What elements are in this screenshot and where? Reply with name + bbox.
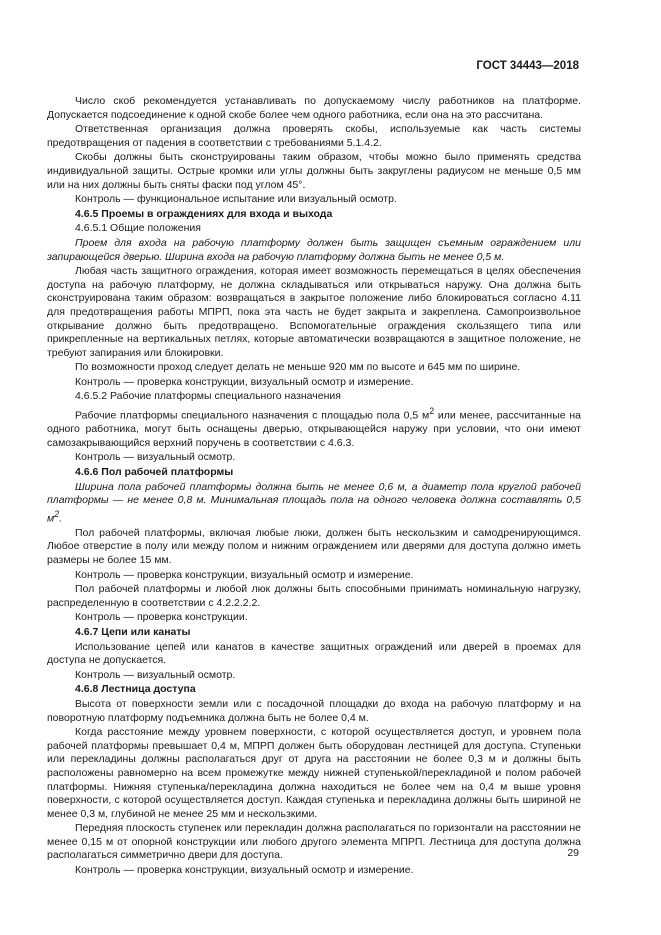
requirement-paragraph [47, 481, 581, 526]
paragraph: Когда расстояние между уровнем поверхности, с которой осуществляется доступ, и уровнем пола рабочей платформы превышает 0,4 м, МПРП должен быть оборудован лестницей для доступа. Ступеньки или перекладины должны располагаться друг от друга на расстоянии не более 0,3 м и должны быть расположены равномерно на всем промежутке между нижней ступенькой/перекладиной и полом рабочей платформы. Нижняя ступенька/перекладина должна находиться не более чем на 0,4 м выше уровня поверхности, с которой осуществляется доступ. Каждая ступенька и перекладина должны быть шириной не менее 0,3 м, глубиной не менее 25 мм и нескользкими. [47, 726, 581, 820]
superscript: 2 [54, 508, 60, 519]
paragraph: Ответственная организация должна проверять скобы, используемые как часть системы предотвращения от падения в соответствии с требованиями 5.1.4.2. [47, 123, 581, 149]
control-note: Контроль — функциональное испытание или визуальный осмотр. [75, 193, 397, 206]
section-heading-4-6-5: 4.6.5 Проемы в ограждениях для входа и выхода [75, 207, 333, 220]
subsection-heading-4-6-5-2: 4.6.5.2 Рабочие платформы специального назначения [75, 390, 341, 403]
page-number: 29 [567, 847, 579, 859]
paragraph: Скобы должны быть сконструированы таким образом, чтобы можно было применять средства индивидуальной защиты. Острые кромки или углы должны быть закруглены радиусом не меньше 0,5 мм или на них должны быть сняты фаски под углом 45°. [47, 151, 581, 191]
paragraph: Передняя плоскость ступенек или перекладин должна располагаться по горизонтали на расстоянии не менее 0,15 м от опорной конструкции или любого другого элемента МПРП. Лестница для доступа должна располагаться симметрично двери для доступа. [47, 822, 581, 862]
superscript: 2 [429, 406, 435, 417]
requirement-paragraph: Проем для входа на рабочую платформу должен быть защищен съемным ограждением или запирающейся дверью. Ширина входа на рабочую платформу должна быть не менее 0,5 м. [47, 236, 581, 263]
paragraph: Использование цепей или канатов в качестве защитных ограждений или дверей в проемах для доступа не допускается. [47, 640, 581, 667]
text-run: Ширина пола рабочей платформы должна быть не менее 0,6 м, а диаметр пола круглой рабочей платформы — не менее 0,8 м. Минимальная площадь пола на одного человека должна составлять 0,5 м [47, 480, 581, 525]
paragraph: По возможности проход следует делать не меньше 920 мм по высоте и 645 мм по ширине. [75, 361, 521, 374]
document-body [47, 95, 581, 879]
control-note: Контроль — визуальный осмотр. [75, 668, 236, 681]
document-code: ГОСТ 34443—2018 [476, 60, 579, 72]
section-heading-4-6-8: 4.6.8 Лестница доступа [75, 683, 196, 696]
paragraph: Высота от поверхности земли или с посадочной площадки до входа на рабочую платформу и на поворотную платформу подъемника должна быть не более 0,4 м. [47, 697, 581, 724]
text-run: . [59, 512, 62, 525]
text-run: или менее, рассчитанные на одного работника, могут быть оснащены дверью, открывающейся наружу при условии, что они имеют самозакрывающийся верхний поручень в соответствии с 4.6.3. [47, 409, 581, 449]
control-note: Контроль — проверка конструкции, визуальный осмотр и измерение. [75, 568, 414, 581]
paragraph: Пол рабочей платформы и любой люк должны быть способными принимать номинальную нагрузку, распределенную в соответствии с 4.2.2.2.2. [47, 583, 581, 609]
control-note: Контроль — проверка конструкции, визуальный осмотр и измерение. [75, 375, 414, 388]
paragraph [47, 405, 581, 450]
paragraph: Число скоб рекомендуется устанавливать по допускаемому числу работников на платформе. Допускается подсоединение к одной скобе более чем одного работника, если она на это рассчитана. [47, 95, 581, 121]
control-note: Контроль — проверка конструкции. [75, 611, 248, 624]
section-heading-4-6-6: 4.6.6 Пол рабочей платформы [75, 465, 234, 478]
paragraph: Любая часть защитного ограждения, которая имеет возможность перемещаться в целях обеспечения доступа на рабочую платформу, не должна складываться или открываться наружу. Она должна быть сконструирована таким образом: возвращаться в закрытое положение либо блокироваться согласно 4.11 для предотвращения работы МПРП, пока эта часть не будет закрыта и закреплена. Самопроизвольное открывание должно быть предотвращено. Вспомогательные ограждения скользящего типа или прикрепленные на вертикальных петлях, которые автоматически возвращаются в защитное положение, не требуют запирания или блокировки. [47, 265, 581, 359]
paragraph: Пол рабочей платформы, включая любые люки, должен быть нескользким и самодренирующимся. Любое отверстие в полу или между полом и нижним ограждением или дверями для доступа должно иметь размеры не более 15 мм. [47, 526, 581, 566]
control-note: Контроль — визуальный осмотр. [75, 451, 236, 464]
control-note: Контроль — проверка конструкции, визуальный осмотр и измерение. [75, 864, 414, 877]
text-run: Рабочие платформы специального назначения с площадью пола 0,5 м [75, 409, 430, 422]
section-heading-4-6-7: 4.6.7 Цепи или канаты [75, 625, 191, 638]
subsection-heading-4-6-5-1: 4.6.5.1 Общие положения [75, 222, 201, 235]
